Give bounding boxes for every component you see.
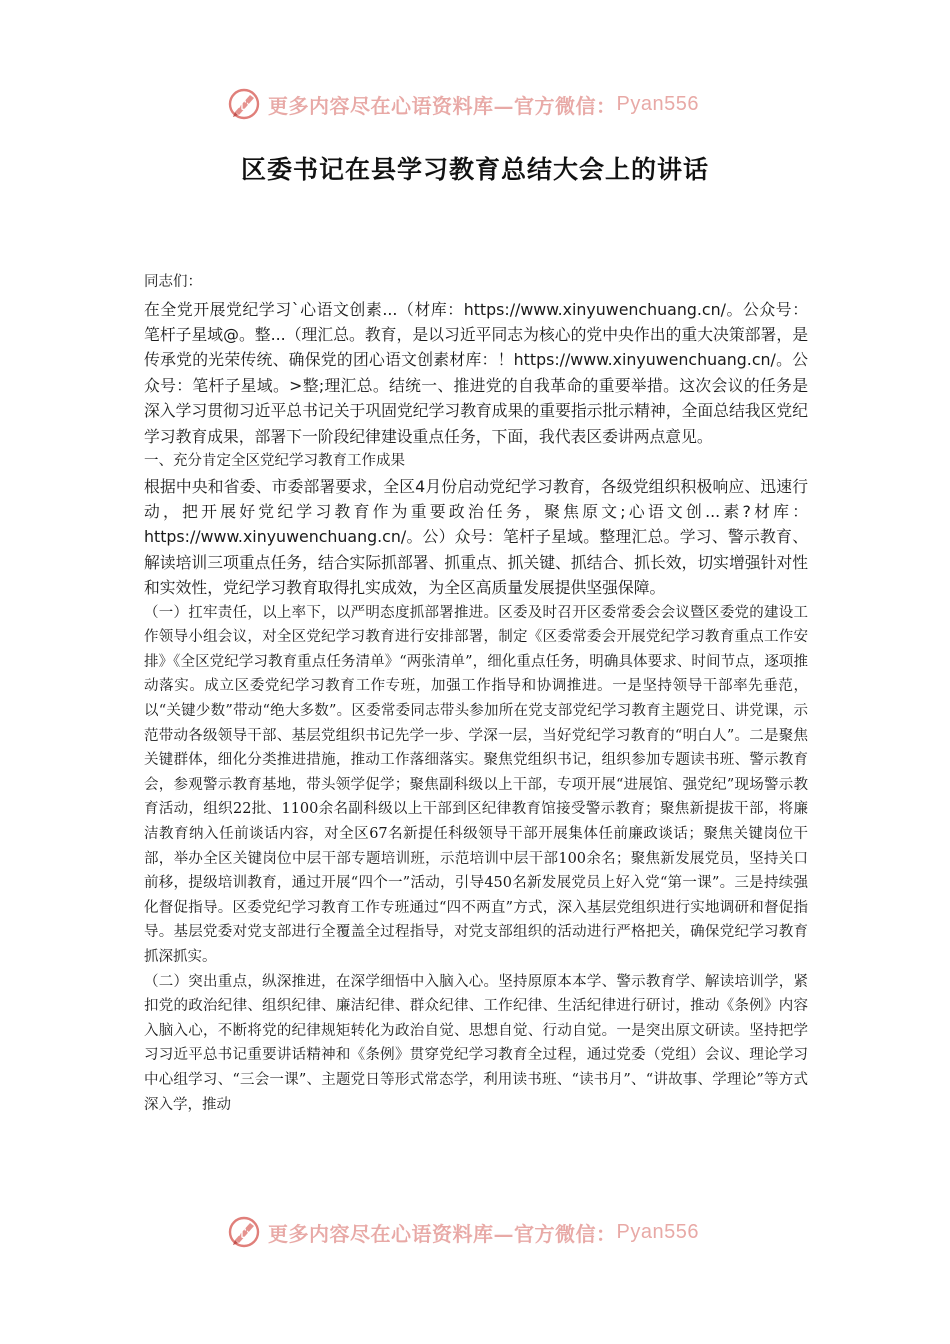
paragraph-section-1-overview: 根据中央和省委、市委部署要求，全区4月份启动党纪学习教育，各级党组织积极响应、迅速行动，把开展好党纪学习教育作为重要政治任务，聚焦原文;心语文创...素?材库：https://www.xinyuwenchuang.cn/。公）众号：笔杆子星域。整理汇总。学习、警示教育、解读培训三项重点任务，结合实际抓部署、抓重点、抓关键、抓结合、抓长效，切实增强针对性和实效性，党纪学习教育取得扎实成效，为全区高质量发展提供坚强保障。 xyxy=(144,476,808,598)
watermark-text: 更多内容尽在心语资料库—官方微信： xyxy=(268,93,617,118)
paragraph-subsection-2: （二）突出重点，纵深推进，在深学细悟中入脑入心。坚持原原本本学、警示教育学、解读培训学，紧扣党的政治纪律、组织纪律、廉洁纪律、群众纪律、工作纪律、生活纪律进行研讨，推动《条例》内容入脑入心，不断将党的纪律规矩转化为政治自觉、思想自觉、行动自觉。一是突出原文研读。坚持把学习习近平总书记重要讲话精神和《条例》贯穿党纪学习教育全过程，通过党委（党组）会议、理论学习中心组学习、“三会一课”、主题党日等形式常态学，利用读书班、“读书月”、“讲故事、学理论”等方式深入学，推动 xyxy=(144,973,808,1113)
watermark-wechat-id: Pyan556 xyxy=(616,1220,699,1243)
logo-letter: 心 xyxy=(237,1226,251,1240)
pen-logo-icon xyxy=(226,1214,262,1250)
watermark-banner-top xyxy=(226,84,726,124)
pen-logo-icon xyxy=(226,86,262,122)
watermark-banner-bottom xyxy=(226,1212,726,1252)
salutation: 同志们： xyxy=(144,274,202,290)
section-heading-1: 一、充分肯定全区党纪学习教育工作成果 xyxy=(144,453,405,470)
watermark-wechat-id: Pyan556 xyxy=(616,92,699,115)
document-title: 区委书记在县学习教育总结大会上的讲话 xyxy=(240,155,709,184)
paragraph-intro: 在全党开展党纪学习`心语文创素...（材库：https://www.xinyuwenchuang.cn/。公众号：笔杆子星域@。整...（理汇总。教育，是以习近平同志为核心的党中央作出的重大决策部署，是传承党的光荣传统、确保党的团心语文创素材库：！https://www.xinyuwenchuang.cn/。公众号：笔杆子星域。>整;理汇总。结统一、推进党的自我革命的重要举措。这次会议的任务是深入学习贯彻习近平总书记关于巩固党纪学习教育成果的重要指示批示精神，全面总结我区党纪学习教育成果，部署下一阶段纪律建设重点任务，下面，我代表区委讲两点意见。 xyxy=(144,299,808,446)
watermark-text: 更多内容尽在心语资料库—官方微信： xyxy=(268,1221,617,1246)
logo-letter: 心 xyxy=(237,98,251,112)
paragraph-subsection-1: （一）扛牢责任，以上率下，以严明态度抓部署推进。区委及时召开区委常委会会议暨区委党的建设工作领导小组会议，对全区党纪学习教育进行安排部署，制定《区委常委会开展党纪学习教育重点工作安排》《全区党纪学习教育重点任务清单》“两张清单”，细化重点任务，明确具体要求、时间节点，逐项推动落实。成立区委党纪学习教育工作专班，加强工作指导和协调推进。一是坚持领导干部率先垂范，以“关键少数”带动“绝大多数”。区委常委同志带头参加所在党支部党纪学习教育主题党日、讲党课，示范带动各级领导干部、基层党组织书记先学一步、学深一层，当好党纪学习教育的“明白人”。二是聚焦关键群体，细化分类推进措施，推动工作落细落实。聚焦党组织书记，组织参加专题读书班、警示教育会，参观警示教育基地，带头领学促学；聚焦副科级以上干部，专项开展“进展馆、强党纪”现场警示教育活动，组织22批、1100余名副科级以上干部到区纪律教育馆接受警示教育；聚焦新提拔干部，将廉洁教育纳入任前谈话内容，对全区67名新提任科级领导干部开展集体任前廉政谈话；聚焦关键岗位干部，举办全区关键岗位中层干部专题培训班，示范培训中层干部100余名；聚焦新发展党员，坚持关口前移，提级培训教育，通过开展“四个一”活动，引导450名新发展党员上好入党“第一课”。三是持续强化督促指导。区委党纪学习教育工作专班通过“四不两直”方式，深入基层党组织进行实地调研和督促指导。基层党委对党支部进行全覆盖全过程指导，对党支部组织的活动进行严格把关，确保党纪学习教育抓深抓实。 xyxy=(144,604,808,965)
document-body xyxy=(144,270,808,1117)
